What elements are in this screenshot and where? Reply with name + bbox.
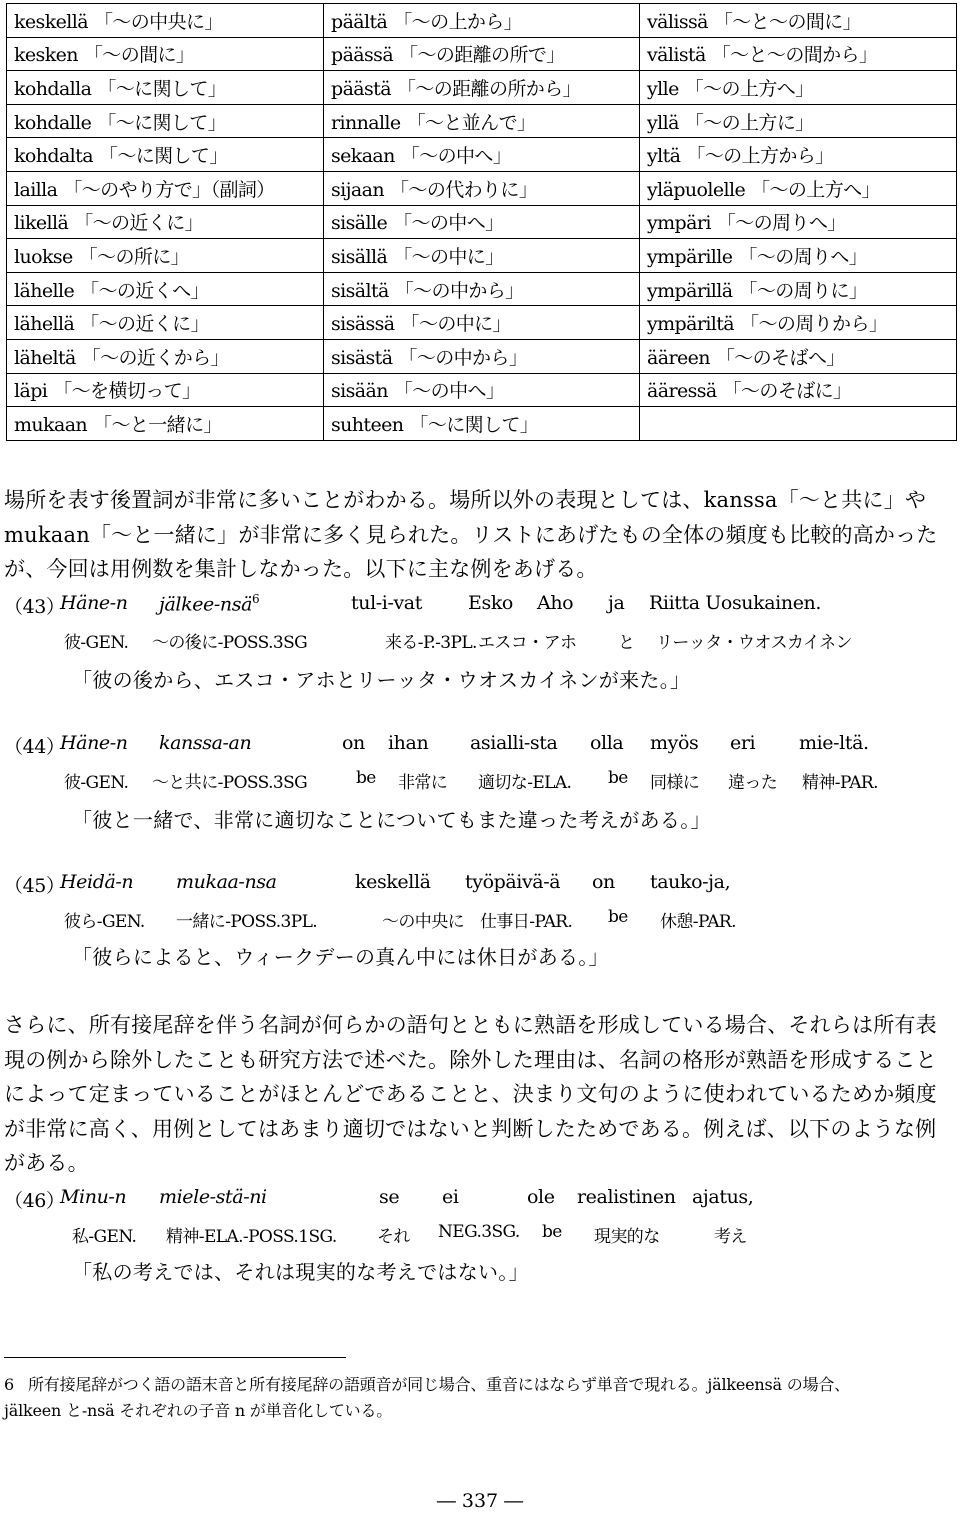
- table-cell: [7, 4, 324, 38]
- table-cell: [640, 4, 957, 38]
- table-cell: [640, 171, 957, 205]
- table-row: [7, 138, 957, 172]
- postposition-gloss: 「〜と並んで」: [406, 111, 536, 134]
- postposition-gloss: 「〜の上方へ」: [751, 178, 880, 201]
- postposition-word: ympärille: [647, 245, 733, 268]
- footnote-mark: 6: [252, 592, 260, 606]
- table-cell: [640, 373, 957, 407]
- postposition-gloss: 「〜の近くに」: [80, 313, 209, 336]
- postposition-gloss: 「〜の周りから」: [740, 313, 888, 336]
- table-cell: [7, 239, 324, 273]
- postposition-word: välistä: [647, 44, 706, 67]
- postposition-gloss: 「〜のやり方で」（副詞）: [63, 178, 275, 201]
- table-cell: [640, 104, 957, 138]
- postposition-gloss: 「〜のそばへ」: [715, 346, 845, 369]
- paragraph-1: 場所を表す後置詞が非常に多いことがわかる。場所以外の表現としては、kanssa「〜と共に」や mukaan「〜と一緒に」が非常に多く見られた。リストにあげたもの全体の頻度も比較的高かったが、今回は用例数を集計しなかった。以下に主な例をあげる。: [4, 488, 938, 581]
- postposition-word: rinnalle: [331, 111, 401, 134]
- table-cell: [7, 272, 324, 306]
- postposition-gloss: 「〜の近くから」: [81, 346, 229, 369]
- footnote-line-1: 所有接尾辞がつく語の語末音と所有接尾辞の語頭音が同じ場合、重音にはならず単音で現れる。jälkeensä の場合、: [27, 1375, 850, 1394]
- postposition-gloss: 「〜の中へ」: [393, 212, 504, 235]
- footnote-number: 6: [4, 1375, 14, 1394]
- postposition-word: luokse: [14, 245, 73, 268]
- table-cell: [7, 407, 324, 441]
- table-cell: [640, 37, 957, 71]
- postposition-gloss: 「〜に関して」: [98, 145, 228, 168]
- postposition-word: ympäriltä: [647, 313, 735, 336]
- table-cell: [324, 306, 640, 340]
- postposition-gloss: 「〜の間に」: [83, 44, 195, 67]
- table-row: [7, 306, 957, 340]
- footnote: [4, 1372, 850, 1395]
- postposition-gloss: 「〜と〜の間から」: [711, 44, 878, 67]
- postposition-word: kesken: [14, 44, 78, 67]
- table-cell: [324, 138, 640, 172]
- postposition-word: sisässä: [331, 313, 395, 336]
- table-cell: [324, 407, 640, 441]
- postposition-word: läpi: [14, 380, 48, 403]
- postposition-word: sekaan: [331, 145, 395, 168]
- table-row: [7, 104, 957, 138]
- postposition-gloss: 「〜の距離の所から」: [396, 77, 581, 100]
- postposition-word: ympärillä: [647, 279, 733, 302]
- postposition-gloss: 「〜のそばに」: [722, 380, 852, 403]
- translation-46: 「私の考えでは、それは現実的な考えではない。」: [72, 1260, 529, 1284]
- postposition-gloss: 「〜の中央に」: [93, 10, 223, 33]
- postposition-gloss: 「〜の上方へ」: [684, 77, 814, 100]
- translation-43: 「彼の後から、エスコ・アホとリーッタ・ウオスカイネンが来た。」: [72, 668, 691, 692]
- table-cell: [324, 104, 640, 138]
- table-cell: [324, 373, 640, 407]
- table-row: [7, 171, 957, 205]
- postposition-gloss: 「〜の中へ」: [393, 380, 505, 403]
- table-row: [7, 407, 957, 441]
- postposition-gloss: 「〜を横切って」: [53, 380, 201, 403]
- postposition-gloss: 「〜に関して」: [97, 77, 227, 100]
- postposition-word: kohdalla: [14, 77, 92, 100]
- postposition-gloss: 「〜の代わりに」: [390, 178, 538, 201]
- table-cell: [324, 4, 640, 38]
- postposition-gloss: 「〜に関して」: [97, 111, 227, 134]
- postposition-gloss: 「〜の中から」: [394, 279, 524, 302]
- page: keskellä 「〜の中央に」 päältä 「〜の上から」 välissä 「〜と〜の間に」 kesken 「〜の間に」 päässä 「〜の距離の所で」 välistä 「〜と〜の間から」 kohdalla 「〜に関して」 päästä 「〜の距離の所から」 ylle 「〜の上方へ」 kohdalle 「〜に関して」 rinnalle 「〜と並んで」 yllä 「〜の上方に」 kohdalta 「〜に関して」 sekaan 「〜の中へ」 yltä 「〜の上方から」 lailla 「〜のやり方で」（副詞） sijaan 「〜の代わりに」 yläpuolelle 「〜の上方へ」 likellä 「〜の近くに」 sisälle 「〜の中へ」 ympäri 「〜の周りへ」 luokse 「〜の所に」 sisällä 「〜の中に」 ympärille 「〜の周りへ」 lähelle 「〜の近くへ」 sisältä 「〜の中から」 ympärillä 「〜の周りに」 lähellä 「〜の近くに」 sisässä 「〜の中に」 ympäriltä 「〜の周りから」 läheltä 「〜の近くから」 sisästä 「〜の中から」 ääreen 「〜のそばへ」 läpi 「〜を横切って」 sisään 「〜の中へ」 ääressä 「〜のそばに」 mukaan 「〜と一緒に」 suhteen 「〜に関して」 場所を表す後置詞が非常に多いことがわかる。場所以外の表現としては、kanssa「〜と共に」や mukaan「〜と一緒に」が非常に多く見られた。リストにあげたもの全体の頻度も比較的高かったが、今回は用例数を集計しなかった。以下に主な例をあげる。 （43） Häne-n jälkee-nsä$^6$ tul-i-vat Esko Aho ja Riitta Uosukainen. 彼-GEN. 〜の後に-POSS.3SG 来る-P.-3PL. エスコ・アホ と リーッタ・ウオスカイネン 「彼の後から、エスコ・アホとリーッタ・ウオスカイネンが来た。」 （44） Häne-n kanssa-an on ihan asialli-sta olla myös eri mie-ltä. 彼-GEN. 〜と共に-POSS.3SG be 非常に 適切な-ELA. be 同様に 違った 精神-PAR. 「彼と一緒で、非常に適切なことについてもまた違った考えがある。」 （45） Heidä-n mukaa-nsa keskellä työpäivä-ä on tauko-ja, 彼ら-GEN. 一緒に-POSS.3PL. 〜の中央に 仕事日-PAR. be 休憩-PAR. 「彼らによると、ウィークデーの真ん中には休日がある。」 さらに、所有接尾辞を伴う名詞が何らかの語句とともに熟語を形成している場合、それらは所有表現の例から除外したことも研究方法で述べた。除外した理由は、名詞の格形が熟語を形成することによって定まっていることがほとんどであることと、決まり文句のように使われているためか頻度が非常に高く、用例としてはあまり適切ではないと判断したためである。例えば、以下のような例がある。 （46） Minu-n miele-stä-ni se ei ole realistinen ajatus, 私-GEN. 精神-ELA.-POSS.1SG. それ NEG.3SG. be 現実的な 考え 「私の考えでは、それは現実的な考えではない。」 6 所有接尾辞がつく語の語末音と所有接尾辞の語頭音が同じ場合、重音にはならず単音で現れる。jälkeensä の場合、 jälkeen と-nsä それぞれの子音 n が単音化している。 ― 337 ―: [0, 0, 960, 1515]
- postposition-word: kohdalle: [14, 111, 92, 134]
- table-cell: [7, 104, 324, 138]
- postposition-gloss: 「〜の中に」: [393, 245, 504, 268]
- table-row: [7, 4, 957, 38]
- table-cell: [640, 239, 957, 273]
- footnote-rule: [4, 1357, 346, 1358]
- table-cell: [324, 171, 640, 205]
- postposition-word: ylle: [647, 77, 679, 100]
- postposition-gloss: 「〜の近くに」: [74, 212, 204, 235]
- postposition-gloss: 「〜の近くへ」: [80, 279, 209, 302]
- postposition-gloss: 「〜の中から」: [398, 346, 528, 369]
- postposition-gloss: 「〜の中へ」: [400, 145, 512, 168]
- postposition-gloss: 「〜と一緒に」: [93, 413, 222, 436]
- table-cell: [640, 306, 957, 340]
- postposition-gloss: 「〜の周りへ」: [738, 245, 868, 268]
- example-number: （43）: [4, 596, 65, 618]
- postposition-word: sijaan: [331, 178, 385, 201]
- postposition-word: sisältä: [331, 279, 389, 302]
- table-cell: [324, 339, 640, 373]
- table-cell: [7, 171, 324, 205]
- table-row: [7, 339, 957, 373]
- postposition-word: lailla: [14, 178, 58, 201]
- postposition-gloss: 「〜の周りへ」: [716, 212, 846, 235]
- postposition-gloss: 「〜と〜の間に」: [713, 10, 862, 33]
- table-row: [7, 239, 957, 273]
- table-cell: [7, 306, 324, 340]
- postposition-word: päässä: [331, 44, 394, 67]
- postposition-word: sisällä: [331, 245, 388, 268]
- postposition-word: lähellä: [14, 313, 75, 336]
- table-cell: [324, 239, 640, 273]
- postposition-word: sisästä: [331, 346, 393, 369]
- postposition-gloss: 「〜の上方に」: [684, 111, 814, 134]
- table-cell: [640, 407, 957, 441]
- table-cell: [640, 272, 957, 306]
- postposition-word: ympäri: [647, 212, 711, 235]
- postposition-gloss: 「〜の周りに」: [738, 279, 868, 302]
- table-cell: [640, 71, 957, 105]
- postposition-word: läheltä: [14, 346, 76, 369]
- paragraph-2: さらに、所有接尾辞を伴う名詞が何らかの語句とともに熟語を形成している場合、それらは所有表現の例から除外したことも研究方法で述べた。除外した理由は、名詞の格形が熟語を形成することによって定まっていることがほとんどであることと、決まり文句のように使われているためか頻度が非常に高く、用例としてはあまり適切ではないと判断したためである。例えば、以下のような例がある。: [4, 1013, 937, 1175]
- postposition-word: lähelle: [14, 279, 75, 302]
- table-cell: [7, 339, 324, 373]
- postposition-gloss: 「〜の中に」: [400, 313, 511, 336]
- table-cell: [7, 138, 324, 172]
- table-cell: [7, 373, 324, 407]
- postposition-gloss: 「〜に関して」: [409, 413, 539, 436]
- table-cell: [324, 272, 640, 306]
- postposition-word: sisälle: [331, 212, 388, 235]
- postposition-gloss: 「〜の上から」: [393, 10, 523, 33]
- table-cell: [324, 205, 640, 239]
- postposition-table: [6, 3, 957, 441]
- postposition-word: sisään: [331, 380, 388, 403]
- postposition-word: yllä: [647, 111, 679, 134]
- table-row: [7, 37, 957, 71]
- table-cell: [7, 205, 324, 239]
- table-row: [7, 205, 957, 239]
- page-number: ― 337 ―: [436, 1490, 524, 1512]
- postposition-word: keskellä: [14, 10, 88, 33]
- postposition-word: päältä: [331, 10, 388, 33]
- table-row: [7, 71, 957, 105]
- translation-45: 「彼らによると、ウィークデーの真ん中には休日がある。」: [72, 945, 609, 969]
- table-cell: [640, 205, 957, 239]
- table-row: [7, 272, 957, 306]
- postposition-gloss: 「〜の所に」: [78, 245, 190, 268]
- table-cell: [7, 71, 324, 105]
- postposition-word: suhteen: [331, 413, 404, 436]
- translation-44: 「彼と一緒で、非常に適切なことについてもまた違った考えがある。」: [72, 808, 711, 832]
- table-cell: [640, 138, 957, 172]
- postposition-word: kohdalta: [14, 145, 93, 168]
- postposition-word: välissä: [647, 10, 708, 33]
- table-cell: [324, 37, 640, 71]
- postposition-word: ääreen: [647, 346, 710, 369]
- table-cell: [7, 37, 324, 71]
- postposition-word: yläpuolelle: [647, 178, 746, 201]
- postposition-gloss: 「〜の距離の所で」: [399, 44, 565, 67]
- postposition-word: päästä: [331, 77, 391, 100]
- postposition-word: ääressä: [647, 380, 717, 403]
- postposition-gloss: 「〜の上方から」: [686, 145, 834, 168]
- postposition-word: yltä: [647, 145, 681, 168]
- table-cell: [324, 71, 640, 105]
- postposition-word: mukaan: [14, 413, 88, 436]
- table-cell: [640, 339, 957, 373]
- footnote-line-2: jälkeen と-nsä それぞれの子音 n が単音化している。: [4, 1401, 393, 1420]
- postposition-word: likellä: [14, 212, 69, 235]
- table-row: [7, 373, 957, 407]
